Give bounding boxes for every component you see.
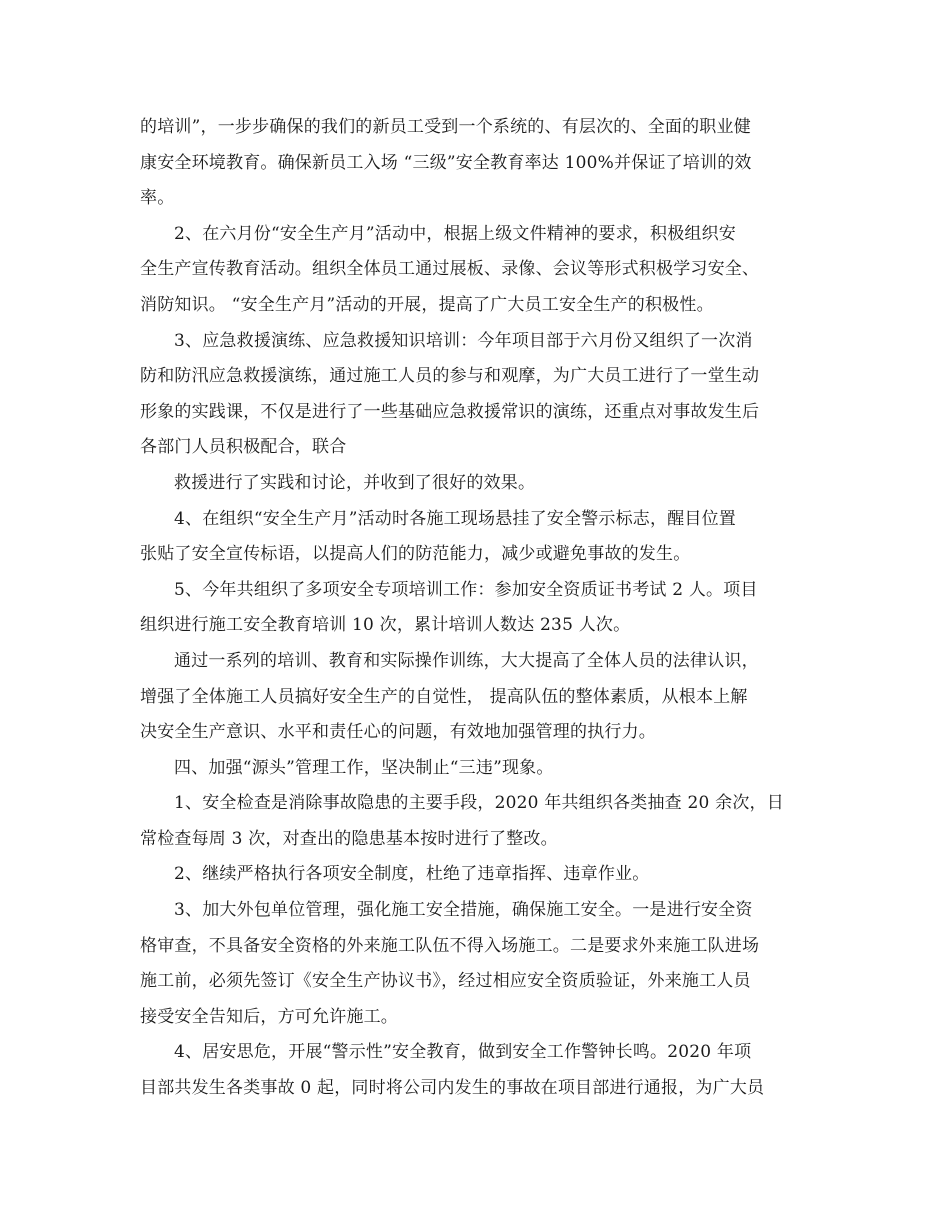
text-line: 形象的实践课，不仅是进行了一些基础应急救援常识的演练，还重点对事故发生后 bbox=[140, 401, 760, 422]
text-line: 组织进行施工安全教育培训 10 次，累计培训人数达 235 人次。 bbox=[140, 615, 631, 636]
text-line: 的培训”，一步步确保的我们的新员工受到一个系统的、有层次的、全面的职业健 bbox=[140, 117, 751, 137]
text-line: 率。 bbox=[140, 188, 175, 209]
text-line: 通过一系列的培训、教育和实际操作训练，大大提高了全体人员的法律认识， bbox=[174, 650, 759, 671]
text-line: 常检查每周 3 次，对查出的隐患基本按时进行了整改。 bbox=[140, 828, 558, 849]
text-line: 4、在组织“安全生产月”活动时各施工现场悬挂了安全警示标志，醒目位置 bbox=[174, 508, 736, 529]
text-line: 防和防汛应急救援演练，通过施工人员的参与和观摩，为广大员工进行了一堂生动 bbox=[140, 366, 760, 387]
text-line: 决安全生产意识、水平和责任心的问题，有效地加强管理的执行力。 bbox=[140, 722, 656, 743]
text-line: 2、在六月份“安全生产月”活动中，根据上级文件精神的要求，积极组织安 bbox=[174, 223, 736, 244]
text-line: 目部共发生各类事故 0 起，同时将公司内发生的事故在项目部进行通报，为广大员 bbox=[140, 1078, 765, 1099]
text-line: 四、加强“源头”管理工作，坚决制止“三违”现象。 bbox=[174, 757, 554, 778]
text-line: 增强了全体施工人员搞好安全生产的自觉性， 提高队伍的整体素质，从根本上解 bbox=[140, 686, 748, 707]
text-line: 格审查，不具备安全资格的外来施工队伍不得入场施工。二是要求外来施工队进场 bbox=[140, 935, 760, 956]
text-line: 5、今年共组织了多项安全专项培训工作：参加安全资质证书考试 2 人。项目 bbox=[174, 579, 758, 600]
text-line: 救援进行了实践和讨论，并收到了很好的效果。 bbox=[174, 472, 536, 493]
text-line: 张贴了安全宣传标语，以提高人们的防范能力，减少或避免事故的发生。 bbox=[140, 544, 691, 565]
text-line: 全生产宣传教育活动。组织全体员工通过展板、录像、会议等形式积极学习安全、 bbox=[140, 259, 760, 280]
text-line: 4、居安思危，开展“警示性”安全教育，做到安全工作警钟长鸣。2020 年项 bbox=[174, 1042, 752, 1063]
text-line: 各部门人员积极配合，联合 bbox=[140, 437, 347, 458]
text-line: 接受安全告知后，方可允许施工。 bbox=[140, 1006, 398, 1027]
text-line: 3、应急救援演练、应急救援知识培训：今年项目部于六月份又组织了一次消 bbox=[174, 330, 753, 351]
text-line: 消防知识。 “安全生产月”活动的开展，提高了广大员工安全生产的积极性。 bbox=[140, 294, 714, 315]
text-line: 2、继续严格执行各项安全制度，杜绝了违章指挥、违章作业。 bbox=[174, 864, 650, 885]
text-line: 3、加大外包单位管理，强化施工安全措施，确保施工安全。一是进行安全资 bbox=[174, 900, 753, 921]
text-line: 1、安全检查是消除事故隐患的主要手段，2020 年共组织各类抽查 20 余次，日 bbox=[174, 793, 784, 814]
document-body bbox=[140, 110, 812, 1107]
text-line: 康安全环境教育。确保新员工入场 “三级”安全教育率达 100%并保证了培训的效 bbox=[140, 152, 752, 173]
text-line: 施工前，必须先签订《安全生产协议书》，经过相应安全资质验证，外来施工人员 bbox=[140, 971, 751, 992]
